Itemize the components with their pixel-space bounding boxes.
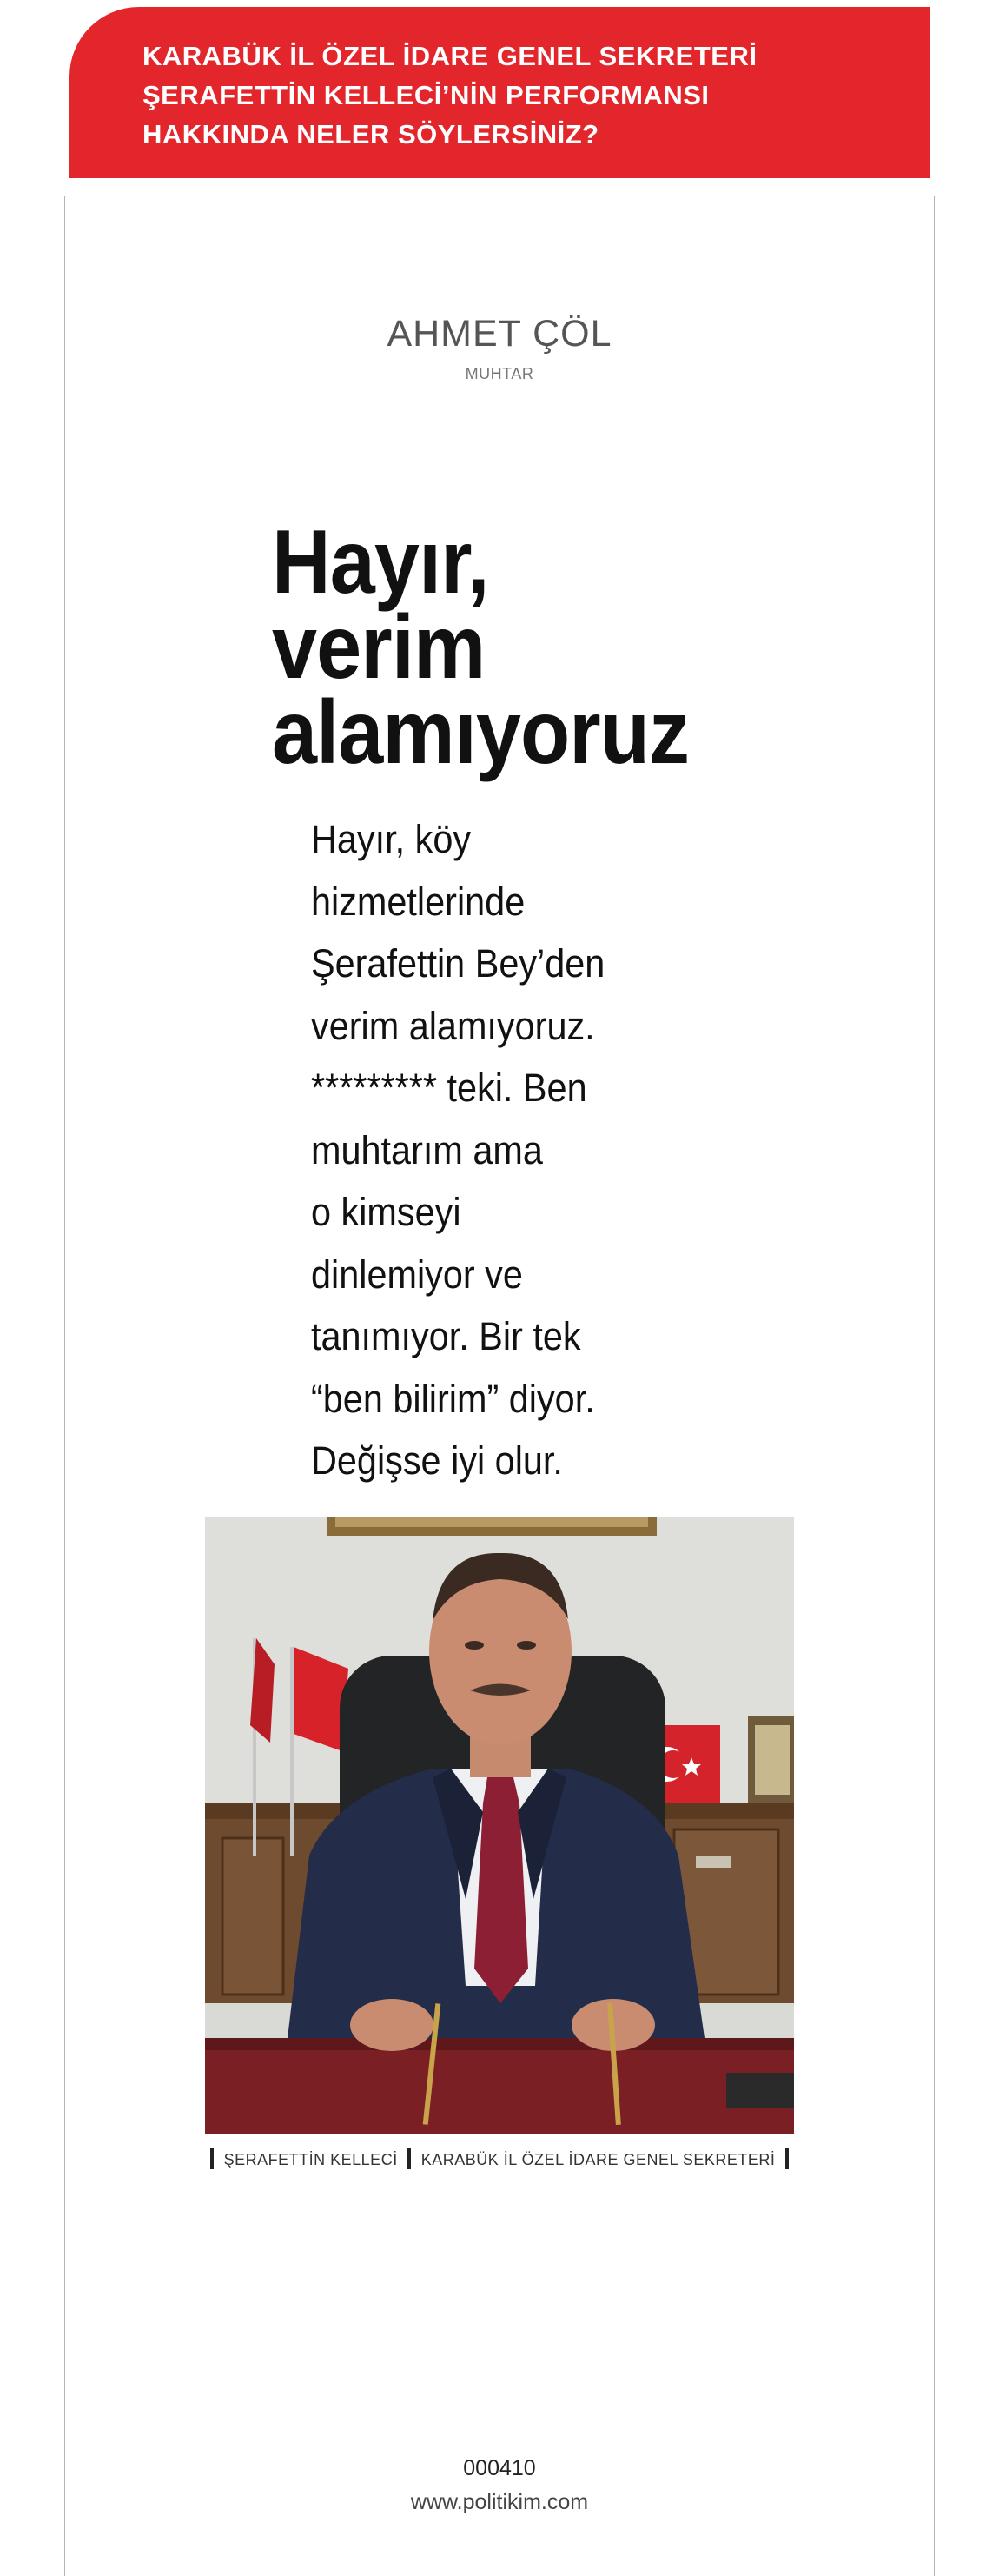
body-line: ********* teki. Ben [311, 1066, 587, 1110]
photo-caption [0, 2148, 999, 2169]
headline [272, 512, 710, 783]
right-border-rule [934, 196, 935, 2576]
caption-title: KARABÜK İL ÖZEL İDARE GENEL SEKRETERİ [420, 2151, 776, 2168]
portrait-photo [205, 1517, 794, 2134]
body-line: hizmetlerinde [311, 879, 526, 924]
body-line: Şerafettin Bey’den [311, 941, 605, 986]
author-role: MUHTAR [465, 365, 534, 382]
banner-line: KARABÜK İL ÖZEL İDARE GENEL SEKRETERİ [142, 41, 758, 71]
caption-name: ŞERAFETTİN KELLECİ [223, 2151, 398, 2168]
body-line: “ben bilirim” diyor. [311, 1376, 595, 1421]
body-line: tanımıyor. Bir tek [311, 1314, 581, 1358]
headline-line: verim [272, 597, 486, 698]
caption-divider [210, 2148, 214, 2169]
statement-body [311, 808, 695, 1492]
author-name: AHMET ÇÖL [387, 313, 612, 355]
headline-line: alamıyoruz [272, 682, 689, 783]
caption-divider [407, 2148, 411, 2169]
headline-line: Hayır, [272, 512, 489, 613]
question-banner [69, 7, 930, 178]
body-line: Hayır, köy [311, 817, 472, 861]
document-number: 000410 [463, 2456, 536, 2480]
body-line: verim alamıyoruz. [311, 1003, 595, 1048]
body-line: Değişse iyi olur. [311, 1438, 563, 1483]
banner-line: HAKKINDA NELER SÖYLERSİNİZ? [142, 119, 599, 149]
website-link[interactable]: www.politikim.com [410, 2490, 589, 2514]
body-line: dinlemiyor ve [311, 1251, 523, 1297]
body-line: muhtarım ama [311, 1127, 543, 1172]
left-border-rule [64, 196, 65, 2576]
body-line: o kimseyi [311, 1190, 461, 1234]
caption-divider [785, 2148, 789, 2169]
banner-line: ŞERAFETTİN KELLECİ’NİN PERFORMANSI [142, 80, 710, 110]
